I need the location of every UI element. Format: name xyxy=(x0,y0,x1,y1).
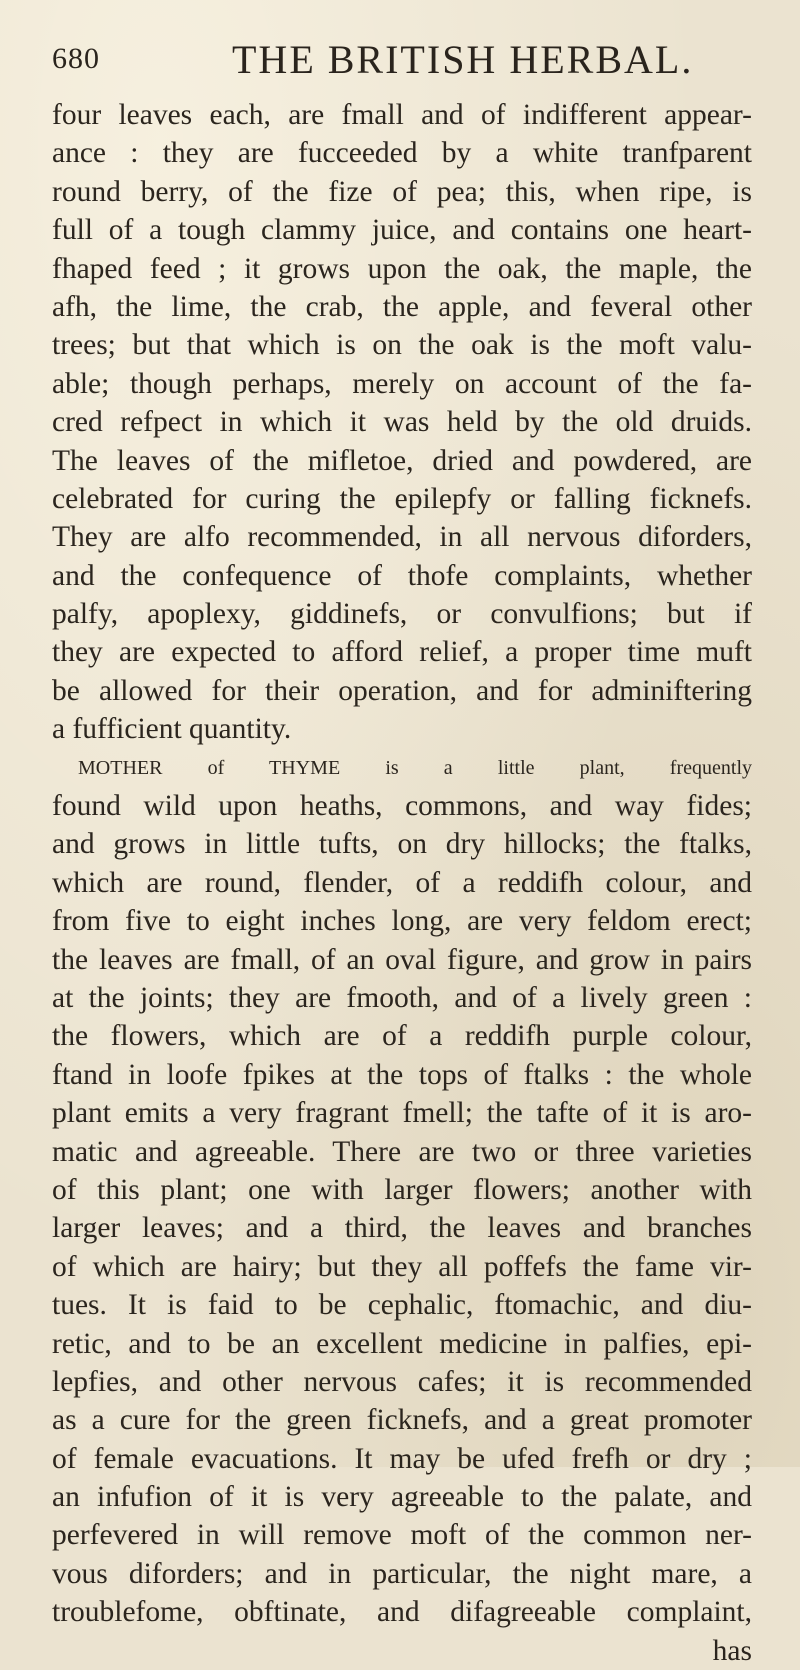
text-line: troublefome, obftinate, and difagreeable complaint, xyxy=(52,1596,752,1629)
text-line: be allowed for their operation, and for adminiftering xyxy=(52,674,752,707)
text-line: perfevered in will remove moft of the common ner- xyxy=(52,1519,752,1552)
text-line: fhaped feed ; it grows upon the oak, the maple, the xyxy=(52,252,752,285)
text-line: of which are hairy; but they all poffefs the fame vir- xyxy=(52,1250,752,1283)
text-line: larger leaves; and a third, the leaves and branches xyxy=(52,1212,752,1245)
text-line: vous diforders; and in particular, the night mare, a xyxy=(52,1557,752,1590)
text-line: plant emits a very fragrant fmell; the tafte of it is aro- xyxy=(52,1097,752,1130)
text-line: full of a tough clammy juice, and contains one heart- xyxy=(52,214,752,247)
text-line: round berry, of the fize of pea; this, when ripe, is xyxy=(52,175,752,208)
page-header xyxy=(52,22,752,82)
text-line: four leaves each, are fmall and of indifferent appear- xyxy=(52,99,752,131)
text-line: palfy, apoplexy, giddinefs, or convulfions; but if xyxy=(52,598,752,631)
text-line: and the confequence of thofe complaints, whether xyxy=(52,559,752,592)
text-line: the flowers, which are of a reddifh purple colour, xyxy=(52,1020,752,1053)
text-line: ance : they are fucceeded by a white tranfparent xyxy=(52,137,752,170)
running-title: THE BRITISH HERBAL. xyxy=(232,37,694,82)
text-line: lepfies, and other nervous cafes; it is recommended xyxy=(52,1365,752,1398)
text-line: and grows in little tufts, on dry hillocks; the ftalks, xyxy=(52,828,752,861)
text-line: celebrated for curing the epilepfy or falling ficknefs. xyxy=(52,482,752,515)
text-line: they are expected to afford relief, a proper time muft xyxy=(52,636,752,669)
text-line: a fufficient quantity. xyxy=(52,713,292,746)
text-line: The leaves of the mifletoe, dried and powdered, are xyxy=(52,444,752,477)
text-line: at the joints; they are fmooth, and of a lively green : xyxy=(52,981,752,1014)
text-line: able; though perhaps, merely on account of the fa- xyxy=(52,367,752,400)
text-line: as a cure for the green ficknefs, and a great promoter xyxy=(52,1404,752,1437)
page-number: 680 xyxy=(52,42,100,75)
text-line: from five to eight inches long, are very feldom erect; xyxy=(52,905,752,938)
text-line: They are alfo recommended, in all nervous diforders, xyxy=(52,521,752,554)
text-line: ftand in loofe fpikes at the tops of ftalks : the whole xyxy=(52,1058,752,1091)
body-text xyxy=(52,96,752,1670)
text-line: MOTHER of THYME is a little plant, frequently xyxy=(78,756,752,779)
text-line: afh, the lime, the crab, the apple, and feveral other xyxy=(52,290,752,323)
text-line: the leaves are fmall, of an oval figure, and grow in pairs xyxy=(52,943,752,976)
text-line: cred refpect in which it was held by the old druids. xyxy=(52,406,752,439)
text-line: of female evacuations. It may be ufed frefh or dry ; xyxy=(52,1442,752,1475)
catchword: has xyxy=(712,1634,752,1667)
text-line: found wild upon heaths, commons, and way fides; xyxy=(52,790,752,823)
text-line: of this plant; one with larger flowers; another with xyxy=(52,1173,752,1206)
text-line: tues. It is faid to be cephalic, ftomachic, and diu- xyxy=(52,1289,752,1322)
text-line: trees; but that which is on the oak is the moft valu- xyxy=(52,329,752,362)
text-line: which are round, flender, of a reddifh colour, and xyxy=(52,866,752,899)
text-line: matic and agreeable. There are two or three varieties xyxy=(52,1135,752,1168)
text-line: retic, and to be an excellent medicine in palfies, epi- xyxy=(52,1327,752,1360)
text-line: an infufion of it is very agreeable to the palate, and xyxy=(52,1481,752,1514)
